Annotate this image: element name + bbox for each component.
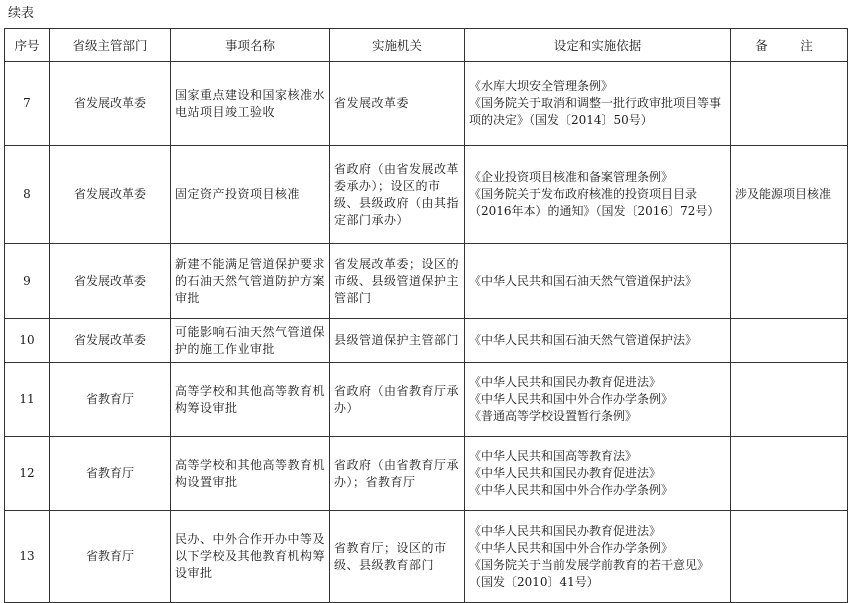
row-agency: 县级管道保护主管部门 bbox=[330, 319, 465, 363]
basis-line: 《水库大坝安全管理条例》 bbox=[469, 79, 614, 93]
basis-line: 《中华人民共和国石油天然气管道保护法》 bbox=[469, 333, 698, 347]
basis-line: 《中华人民共和国民办教育促进法》 bbox=[469, 375, 662, 389]
table-row bbox=[5, 319, 848, 363]
table-row bbox=[5, 62, 848, 146]
row-basis bbox=[465, 146, 731, 244]
row-serial-no: 12 bbox=[5, 437, 50, 511]
basis-line: （国发〔2010〕41号） bbox=[469, 574, 599, 589]
row-remark: 涉及能源项目核准 bbox=[731, 146, 848, 244]
row-item-name: 高等学校和其他高等教育机构设置审批 bbox=[171, 437, 330, 511]
table-row bbox=[5, 363, 848, 437]
basis-line: 《中华人民共和国高等教育法》 bbox=[469, 449, 638, 463]
row-item-name: 国家重点建设和国家核准水电站项目竣工验收 bbox=[171, 62, 330, 146]
basis-line: 《国务院关于取消和调整一批行政审批项目等事项的决定》（国发〔2014〕50号） bbox=[469, 96, 722, 127]
row-item-name: 高等学校和其他高等教育机构筹设审批 bbox=[171, 363, 330, 437]
row-agency: 省政府（由省教育厅承办） bbox=[330, 363, 465, 437]
basis-line: 《中华人民共和国民办教育促进法》 bbox=[469, 523, 662, 538]
row-department: 省教育厅 bbox=[50, 511, 171, 603]
table-row bbox=[5, 146, 848, 244]
row-department: 省发展改革委 bbox=[50, 319, 171, 363]
row-item-name: 可能影响石油天然气管道保护的施工作业审批 bbox=[171, 319, 330, 363]
row-remark bbox=[731, 244, 848, 319]
row-remark bbox=[731, 62, 848, 146]
row-department: 省发展改革委 bbox=[50, 244, 171, 319]
row-agency: 省发展改革委 bbox=[330, 62, 465, 146]
row-serial-no: 8 bbox=[5, 146, 50, 244]
row-agency: 省教育厅；设区的市级、县级教育部门 bbox=[330, 511, 465, 603]
row-basis bbox=[465, 363, 731, 437]
row-basis bbox=[465, 319, 731, 363]
basis-line: 《中华人民共和国中外合作办学条例》 bbox=[469, 540, 674, 555]
basis-line: 《国务院关于发布政府核准的投资项目目录（2016年本）的通知》（国发〔2016〕72号） bbox=[469, 187, 720, 218]
row-basis bbox=[465, 244, 731, 319]
row-item-name: 固定资产投资项目核准 bbox=[171, 146, 330, 244]
row-agency: 省政府（由省教育厅承办）；省教育厅 bbox=[330, 437, 465, 511]
table-row bbox=[5, 244, 848, 319]
row-department: 省发展改革委 bbox=[50, 146, 171, 244]
header-basis: 设定和实施依据 bbox=[465, 29, 731, 62]
row-basis bbox=[465, 511, 731, 603]
table-row bbox=[5, 437, 848, 511]
table-header-row bbox=[5, 29, 848, 62]
row-agency: 省政府（由省发展改革委承办）；设区的市级、县级政府（由其指定部门承办） bbox=[330, 146, 465, 244]
header-department: 省级主管部门 bbox=[50, 29, 171, 62]
basis-line: 《国务院关于当前发展学前教育的若干意见》 bbox=[469, 557, 710, 572]
basis-line: 《中华人民共和国石油天然气管道保护法》 bbox=[469, 273, 698, 288]
row-basis bbox=[465, 437, 731, 511]
row-serial-no: 9 bbox=[5, 244, 50, 319]
table-row bbox=[5, 511, 848, 603]
row-department: 省发展改革委 bbox=[50, 62, 171, 146]
row-serial-no: 10 bbox=[5, 319, 50, 363]
row-item-name: 民办、中外合作开办中等及以下学校及其他教育机构筹设审批 bbox=[171, 511, 330, 603]
continued-table-caption: 续表 bbox=[8, 6, 35, 21]
basis-line: 《中华人民共和国中外合作办学条例》 bbox=[469, 392, 674, 406]
row-serial-no: 11 bbox=[5, 363, 50, 437]
row-department: 省教育厅 bbox=[50, 437, 171, 511]
row-agency: 省发展改革委；设区的市级、县级管道保护主管部门 bbox=[330, 244, 465, 319]
header-item-name: 事项名称 bbox=[171, 29, 330, 62]
basis-line: 《企业投资项目核准和备案管理条例》 bbox=[469, 170, 674, 184]
basis-line: 《中华人民共和国民办教育促进法》 bbox=[469, 466, 662, 480]
basis-line: 《中华人民共和国中外合作办学条例》 bbox=[469, 483, 674, 497]
basis-line: 《普通高等学校设置暂行条例》 bbox=[469, 409, 638, 423]
row-basis bbox=[465, 62, 731, 146]
row-remark bbox=[731, 319, 848, 363]
row-remark bbox=[731, 363, 848, 437]
header-serial-no: 序号 bbox=[5, 29, 50, 62]
approval-items-table bbox=[4, 28, 848, 603]
row-item-name: 新建不能满足管道保护要求的石油天然气管道防护方案审批 bbox=[171, 244, 330, 319]
header-agency: 实施机关 bbox=[330, 29, 465, 62]
row-department: 省教育厅 bbox=[50, 363, 171, 437]
row-serial-no: 13 bbox=[5, 511, 50, 603]
row-serial-no: 7 bbox=[5, 62, 50, 146]
header-remark: 备 注 bbox=[731, 29, 848, 62]
row-remark bbox=[731, 437, 848, 511]
row-remark bbox=[731, 511, 848, 603]
